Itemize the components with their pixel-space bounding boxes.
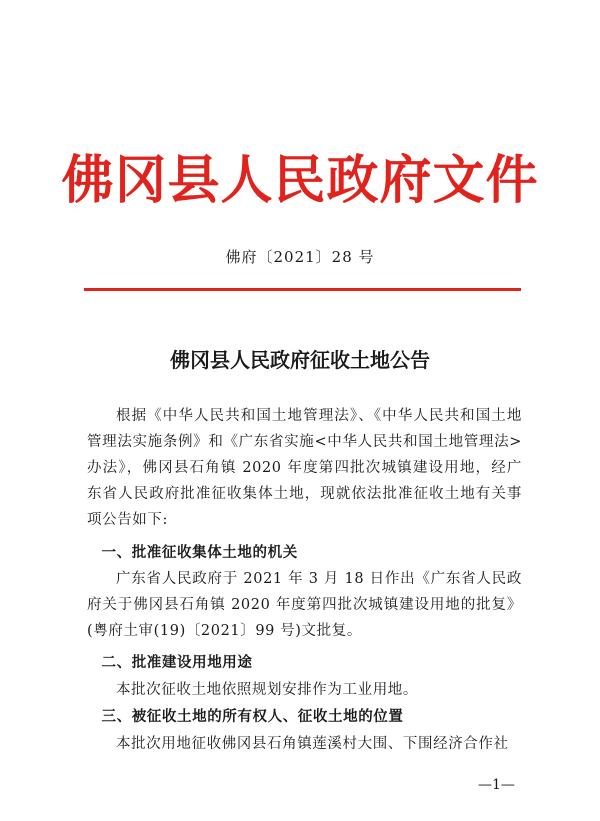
issuing-authority-header: 佛冈县人民政府文件	[61, 150, 539, 211]
page-number: —1—	[478, 777, 515, 793]
section-heading-2: 二、批准建设用地用途	[101, 655, 253, 671]
paragraph-owners: 本批次用地征收佛冈县石角镇莲溪村大围、下围经济合作社	[116, 736, 509, 752]
paragraph-intro: 根据《中华人民共和国土地管理法》、《中华人民共和国土地管理法实施条例》和《广东省实施<中华人民共和国土地管理法>办法》，佛冈县石角镇 2020 年度第四批次城镇建设用地，经广东省人民政府批准征收集体土地，现就依法批准征收土地有关事项公告如下:	[87, 408, 522, 528]
red-divider-line	[84, 288, 521, 291]
document-title: 佛冈县人民政府征收土地公告	[170, 348, 430, 372]
paragraph-land-use: 本批次征收土地依照规划安排作为工业用地。	[116, 682, 418, 698]
paragraph-approval: 广东省人民政府于 2021 年 3 月 18 日作出《广东省人民政府关于佛冈县石角镇 2020 年度第四批次城镇建设用地的批复》(粤府土审(19)〔2021〕99 号)文批复。	[87, 571, 522, 639]
section-heading-3: 三、被征收土地的所有权人、征收土地的位置	[101, 709, 404, 725]
section-heading-1: 一、批准征收集体土地的机关	[101, 545, 298, 561]
document-number: 佛府〔2021〕28 号	[225, 248, 375, 266]
